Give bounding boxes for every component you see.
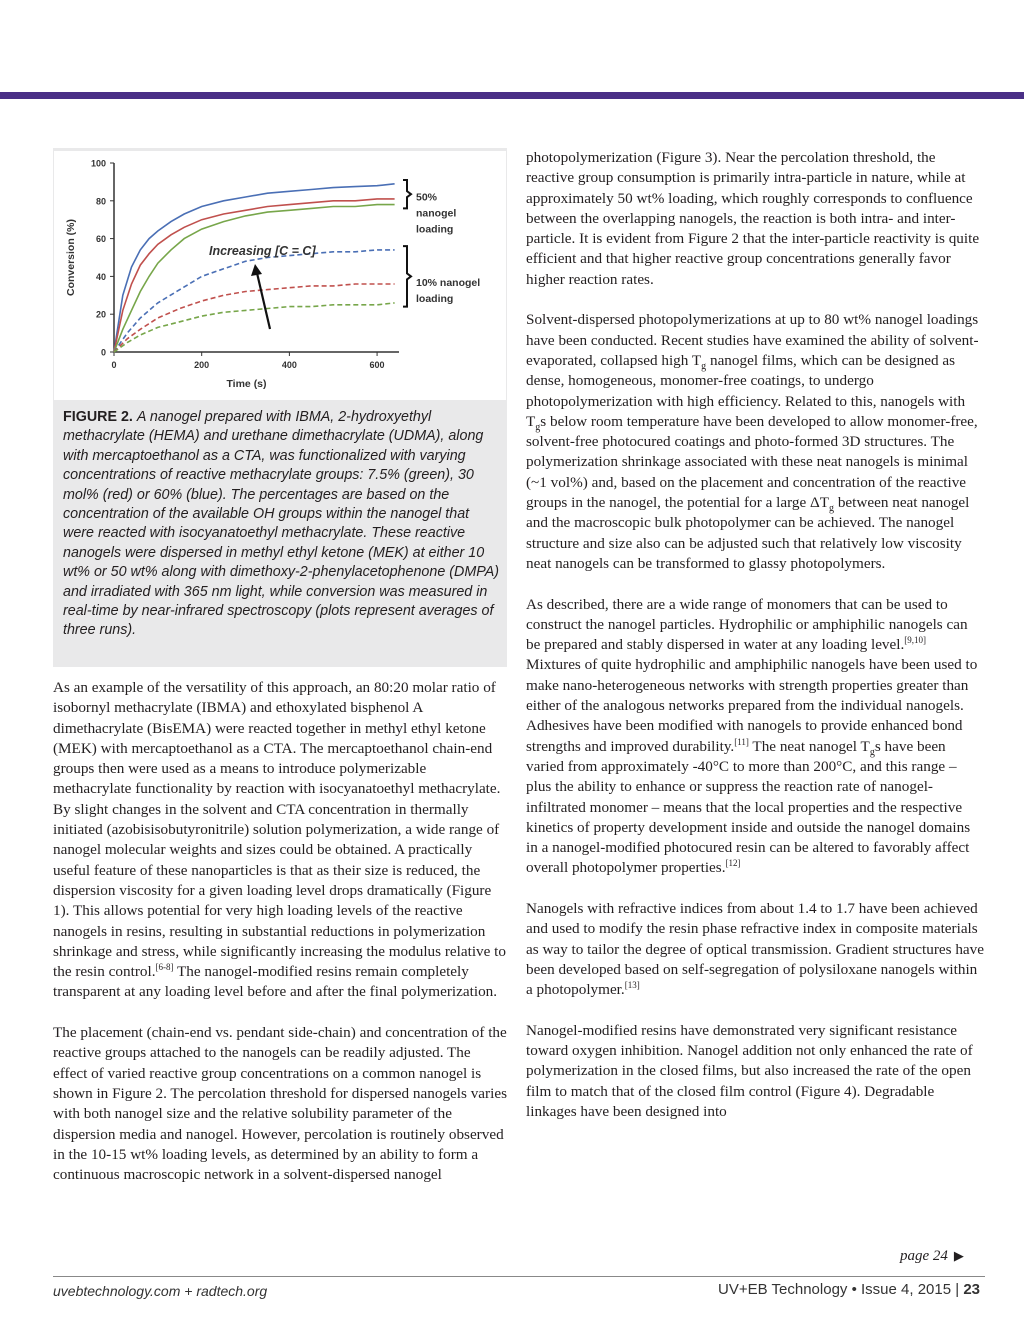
upper-bracket-label: nanogel [416, 207, 457, 220]
x-tick-label: 0 [111, 360, 117, 370]
x-tick-label: 200 [194, 360, 210, 370]
citation: [12] [725, 858, 741, 869]
citation: [6-8] [155, 962, 174, 973]
footer-websites: uvebtechnology.com + radtech.org [53, 1283, 268, 1299]
x-tick-label: 600 [369, 360, 385, 370]
lower-bracket-label: 10% nanogel [416, 276, 481, 289]
citation: [13] [624, 980, 640, 991]
continued-link[interactable]: page 24 ▶ [900, 1248, 964, 1264]
citation: [9,10] [904, 635, 927, 646]
increasing-arrow-shaft [257, 273, 270, 329]
citation: [11] [734, 736, 749, 747]
page-number: 23 [963, 1281, 980, 1298]
y-tick-label: 60 [95, 234, 106, 245]
footer-publication: UV+EB Technology • Issue 4, 2015 | 23 [718, 1281, 980, 1298]
paragraph: Nanogels with refractive indices from about 1.4 to 1.7 have been achieved and used to modify the resin phase refractive index in composite materials as way to tailor the degree of optical transmission. Gradient structures have been developed based on self-segregation of polysiloxane nanogels within a photopolymer.[13] [526, 899, 985, 999]
paragraph: Solvent-dispersed photopolymerizations at up to 80 wt% nanogel loadings have been conducted. Recent studies have examined the ability of solvent-evaporated, collapsed high $T_g$ nanogel films, which can be designed as dense, homogeneous, monomer-free coatings, to undergo photopolymerization with high efficiency. Related to this, nanogels with $T_gs$ below room temperature have been developed to allow monomer-free, solvent-free photocured coatings and photo-formed 3D structures. The polymerization shrinkage associated with these neat nanogels is minimal (~1 vol%) and, based on the placement and concentration of the reactive groups in the nanogel, the potential for a large $\Delta T_g$ between neat nanogel and the macroscopic bulk photopolymer can be achieved. The nanogel structure and size also can be adjusted such that relatively low viscosity neat nanogels can be transformed to glassy photopolymers. [526, 311, 979, 572]
lower-bracket-label: loading [416, 292, 454, 305]
increasing-arrow-head [251, 264, 262, 276]
caption-text: A nanogel prepared with IBMA, 2-hydroxyethyl methacrylate (HEMA) and urethane dimethacrylate (UDMA), along with mercaptoethanol as a CTA, was functionalized with varying concentrations of reactive methacrylate groups: 7.5% (green), 30 mol% (red) or 60% (blue). The percentages are based on the concentration of the available OH groups within the nanogel that were reacted with isocyanatoethyl methacrylate. These reactive nanogels were dispersed in methyl ethyl ketone (MEK) at either 10 wt% or 50 wt% along with dimethoxy-2-phenylacetophenone (DMPA) and irradiated with 365 nm light, while conversion was measured in real-time by near-infrared spectroscopy (plots represent averages of three runs). [63, 409, 500, 639]
series-line-2 [114, 199, 395, 352]
chart-svg [54, 151, 506, 400]
right-column [526, 148, 984, 1143]
series-line-3 [114, 205, 395, 352]
paragraph: photopolymerization (Figure 3). Near the percolation threshold, the reactive group consumption is primarily intra-particle in nature, while at approximately 50 wt% loading, which roughly corresponds to confluence between the overlapping nanogels, the reaction is both intra- and inter-particle. It is evident from Figure 2 that the inter-particle reactivity is quite efficient and that higher reactive group concentrations generally favor higher reaction rates. [526, 149, 980, 288]
x-tick-label: 400 [281, 360, 297, 370]
upper-bracket [403, 180, 411, 208]
y-tick-label: 20 [95, 309, 106, 320]
upper-bracket-label: 50% [416, 191, 438, 204]
lower-bracket [403, 246, 411, 306]
footer-divider [53, 1276, 985, 1277]
paragraph: As described, there are a wide range of monomers that can be used to construct the nanogel particles. Hydrophilic or amphiphilic nanogels can be prepared and stably dispersed in water at any loading level.[9,10] Mixtures of quite hydrophilic and amphiphilic nanogels have been used to make nano-heterogeneous networks with strength properties greater than either of the analogous networks prepared from the individual nanogels. Adhesives have been modified with nanogels to provide enhanced bond strengths and improved durability.[11] The neat nanogel $T_gs$ have been varied from approximately -40°C to more than 200°C, and this range – plus the ability to enhance or suppress the reaction rate of nanogel-infiltrated monomer – means that the local properties and the respective kinetics of property development inside and outside the nanogel domains in a nanogel-modified photocured resin can be altered to favorably affect overall photopolymer properties.[12] [526, 595, 978, 877]
figure-2-chart [54, 151, 506, 400]
paragraph: Nanogel-modified resins have demonstrated very significant resistance toward oxygen inhibition. Nanogel addition not only enhanced the rate of polymerization in the closed films, but also increased the rate of the open film to match that of the closed film control (Figure 4). Degradable linkages have been designed into [526, 1021, 973, 1120]
paragraph: The placement (chain-end vs. pendant side-chain) and concentration of the reactive groups attached to the nanogels can be readily adjusted. The effect of varied reactive group concentrations on a common nanogel is shown in Figure 2. The percolation threshold for dispersed nanogels varies with both nanogel size and the relative solubility parameter of the dispersion media and nanogel. However, percolation is routinely observed in the 10-15 wt% loading levels, as determined by an ability to form a continuous macroscopic network in a solvent-dispersed nanogel [53, 1024, 507, 1184]
y-tick-label: 80 [95, 196, 106, 207]
right-triangle-icon: ▶ [953, 1248, 964, 1263]
upper-bracket-label: loading [416, 223, 454, 236]
y-tick-label: 0 [100, 347, 106, 358]
y-axis-label: Conversion (%) [65, 218, 77, 297]
series-line-6 [114, 303, 395, 352]
y-tick-label: 100 [90, 158, 106, 169]
caption-label: FIGURE 2. [63, 409, 133, 425]
y-tick-label: 40 [95, 271, 106, 282]
paragraph: As an example of the versatility of this approach, an 80:20 molar ratio of isobornyl methacrylate (IBMA) and ethoxylated bisphenol A dimethacrylate (BisEMA) were reacted together in methyl ethyl ketone (MEK) with mercaptoethanol as a CTA. The mercaptoethanol chain-end groups then were used as a means to introduce polymerizable methacrylate functionality by reaction with isocyanatoethyl methacrylate. By slight changes in the solvent and CTA concentration in thermally initiated (azobisisobutyronitrile) solution polymerization, a wide range of nanogel molecular weights and sizes could be obtained. A practically useful feature of these nanoparticles is that as their size is reduced, the dispersion viscosity for a given loading level drops dramatically (Figure 1). This allows potential for very high loading levels of the reactive nanogels in resins, resulting in substantial reductions in polymerization shrinkage and stress, while significantly increasing the modulus relative to the resin control.[6-8] The nanogel-modified resins remain completely transparent at any loading level before and after the final polymerization. [53, 679, 506, 1001]
x-axis-label: Time (s) [226, 378, 267, 390]
figure-caption [63, 408, 503, 641]
series-line-5 [114, 284, 395, 352]
left-column [53, 678, 508, 1206]
increasing-annotation: Increasing [C = C] [209, 244, 316, 258]
top-accent-bar [0, 92, 1024, 99]
